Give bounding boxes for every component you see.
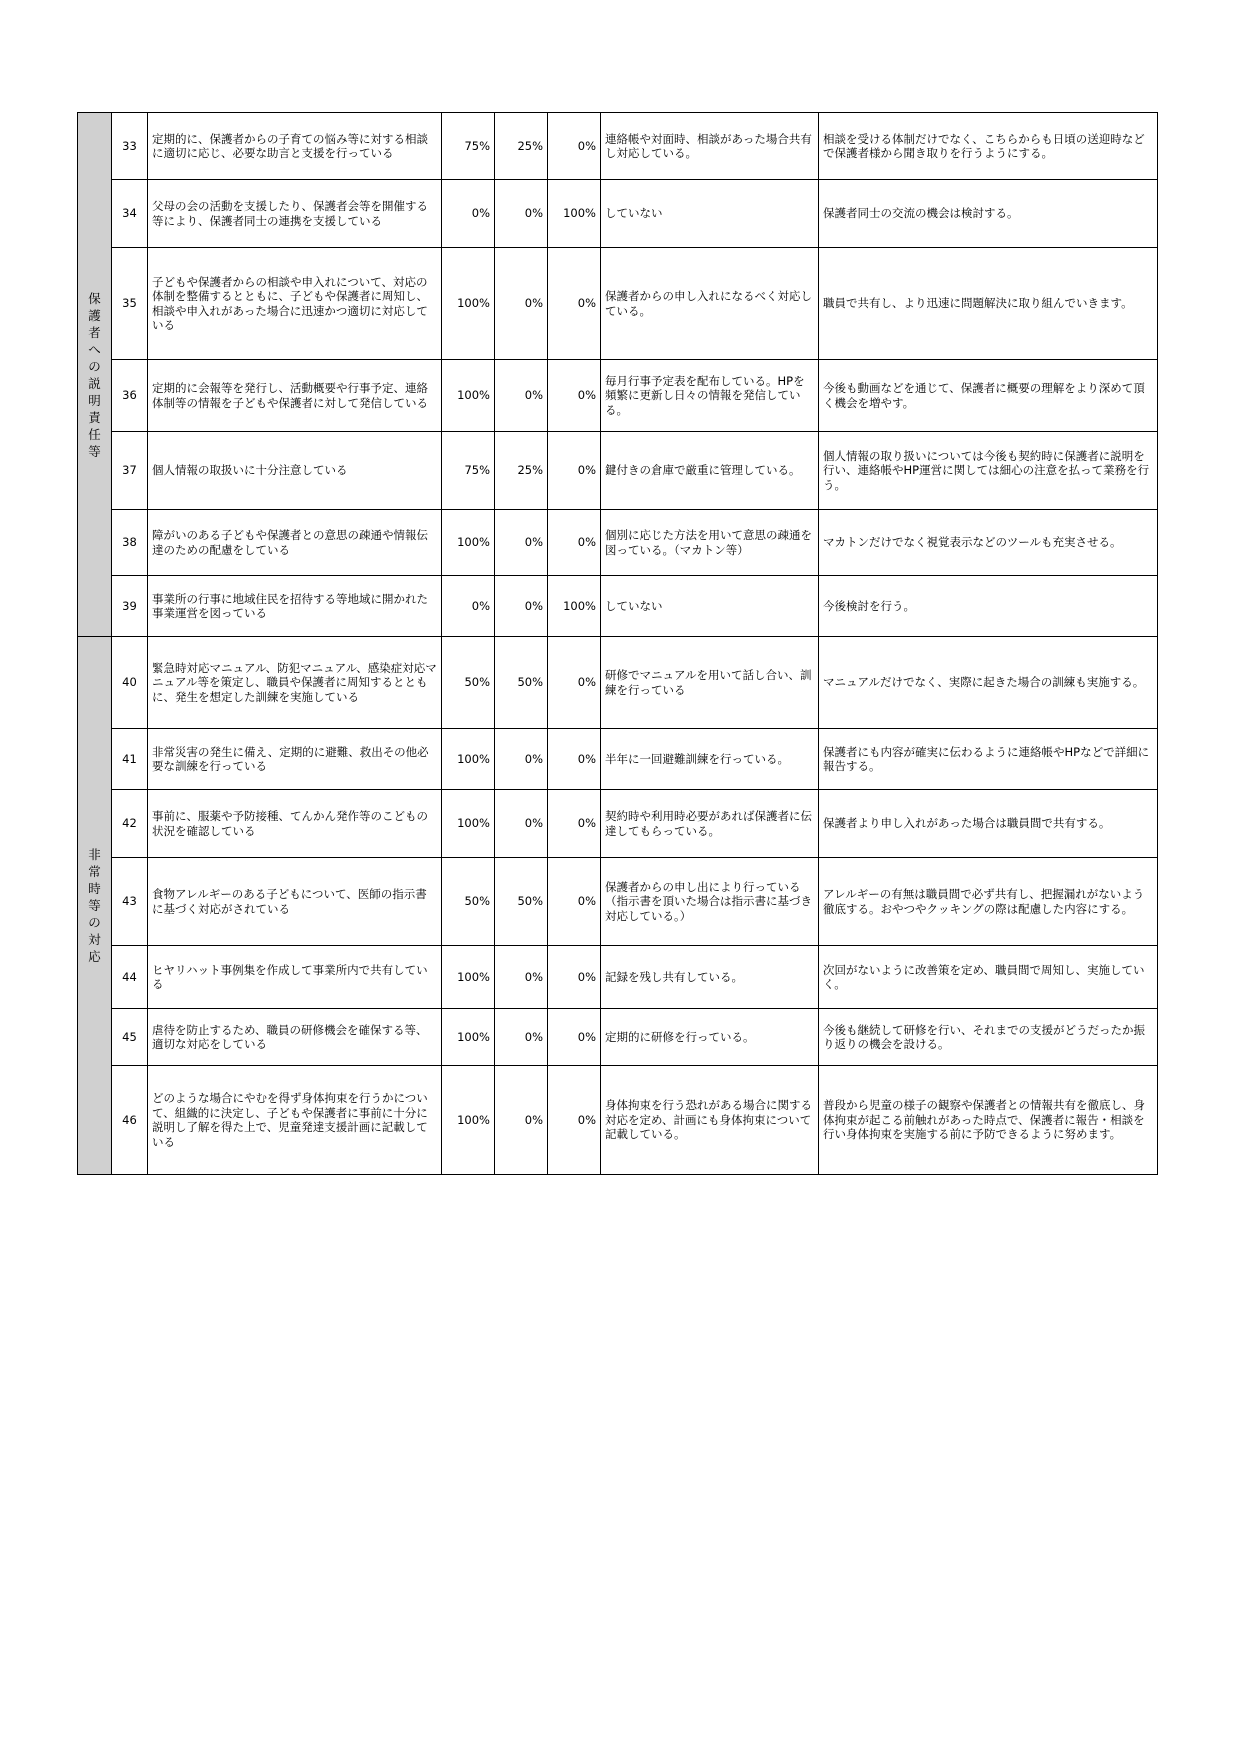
unknown-percent: 0% (495, 180, 548, 248)
status-text: 研修でマニュアルを用いて話し合い、訓練を行っている (601, 637, 819, 729)
item-text: 食物アレルギーのある子どもについて、医師の指示書に基づく対応がされている (148, 858, 442, 946)
yes-percent: 100% (442, 1009, 495, 1066)
improvement-text: 個人情報の取り扱いについては今後も契約時に保護者に説明を行い、連絡帳やHP運営に関しては細心の注意を払って業務を行う。 (819, 432, 1158, 510)
improvement-text: 保護者より申し入れがあった場合は職員間で共有する。 (819, 790, 1158, 858)
yes-percent: 100% (442, 510, 495, 576)
status-text: 鍵付きの倉庫で厳重に管理している。 (601, 432, 819, 510)
status-text: 記録を残し共有している。 (601, 946, 819, 1009)
unknown-percent: 0% (495, 510, 548, 576)
no-percent: 0% (548, 432, 601, 510)
category-cell (78, 637, 112, 1175)
yes-percent: 0% (442, 180, 495, 248)
unknown-percent: 0% (495, 576, 548, 637)
item-text: 定期的に会報等を発行し、活動概要や行事予定、連絡体制等の情報を子どもや保護者に対して発信している (148, 360, 442, 432)
table-row (78, 113, 1158, 180)
table-row (78, 180, 1158, 248)
unknown-percent: 0% (495, 729, 548, 790)
table-row (78, 576, 1158, 637)
yes-percent: 100% (442, 1066, 495, 1175)
table-row (78, 858, 1158, 946)
no-percent: 100% (548, 180, 601, 248)
yes-percent: 50% (442, 637, 495, 729)
item-number: 43 (112, 858, 148, 946)
yes-percent: 100% (442, 729, 495, 790)
no-percent: 0% (548, 1009, 601, 1066)
improvement-text: マニュアルだけでなく、実際に起きた場合の訓練も実施する。 (819, 637, 1158, 729)
unknown-percent: 0% (495, 360, 548, 432)
unknown-percent: 50% (495, 858, 548, 946)
no-percent: 100% (548, 576, 601, 637)
item-number: 41 (112, 729, 148, 790)
table-row (78, 729, 1158, 790)
improvement-text: アレルギーの有無は職員間で必ず共有し、把握漏れがないよう徹底する。おやつやクッキングの際は配慮した内容にする。 (819, 858, 1158, 946)
table-row (78, 1066, 1158, 1175)
item-text: 緊急時対応マニュアル、防犯マニュアル、感染症対応マニュアル等を策定し、職員や保護者に周知するとともに、発生を想定した訓練を実施している (148, 637, 442, 729)
no-percent: 0% (548, 113, 601, 180)
item-text: どのような場合にやむを得ず身体拘束を行うかについて、組織的に決定し、子どもや保護者に事前に十分に説明し了解を得た上で、児童発達支援計画に記載している (148, 1066, 442, 1175)
category-label: 非常時等の対応 (88, 847, 101, 964)
improvement-text: 次回がないように改善策を定め、職員間で周知し、実施していく。 (819, 946, 1158, 1009)
unknown-percent: 0% (495, 248, 548, 360)
unknown-percent: 0% (495, 946, 548, 1009)
improvement-text: 今後も動画などを通じて、保護者に概要の理解をより深めて頂く機会を増やす。 (819, 360, 1158, 432)
improvement-text: 職員で共有し、より迅速に問題解決に取り組んでいきます。 (819, 248, 1158, 360)
improvement-text: 今後検討を行う。 (819, 576, 1158, 637)
item-number: 34 (112, 180, 148, 248)
improvement-text: 普段から児童の様子の観察や保護者との情報共有を徹底し、身体拘束が起こる前触れがあった時点で、保護者に報告・相談を行い身体拘束を実施する前に予防できるように努めます。 (819, 1066, 1158, 1175)
item-text: ヒヤリハット事例集を作成して事業所内で共有している (148, 946, 442, 1009)
improvement-text: 保護者同士の交流の機会は検討する。 (819, 180, 1158, 248)
yes-percent: 100% (442, 360, 495, 432)
status-text: 保護者からの申し入れになるべく対応している。 (601, 248, 819, 360)
unknown-percent: 25% (495, 432, 548, 510)
improvement-text: 相談を受ける体制だけでなく、こちらからも日頃の送迎時などで保護者様から聞き取りを行うようにする。 (819, 113, 1158, 180)
category-cell (78, 113, 112, 637)
item-text: 事前に、服薬や予防接種、てんかん発作等のこどもの状況を確認している (148, 790, 442, 858)
no-percent: 0% (548, 729, 601, 790)
item-text: 非常災害の発生に備え、定期的に避難、救出その他必要な訓練を行っている (148, 729, 442, 790)
table-row (78, 248, 1158, 360)
status-text: 個別に応じた方法を用いて意思の疎通を図っている。（マカトン等） (601, 510, 819, 576)
item-text: 障がいのある子どもや保護者との意思の疎通や情報伝達のための配慮をしている (148, 510, 442, 576)
unknown-percent: 0% (495, 1009, 548, 1066)
status-text: 保護者からの申し出により行っている（指示書を頂いた場合は指示書に基づき対応している。） (601, 858, 819, 946)
yes-percent: 100% (442, 248, 495, 360)
status-text: 契約時や利用時必要があれば保護者に伝達してもらっている。 (601, 790, 819, 858)
status-text: していない (601, 180, 819, 248)
improvement-text: 今後も継続して研修を行い、それまでの支援がどうだったか振り返りの機会を設ける。 (819, 1009, 1158, 1066)
status-text: 半年に一回避難訓練を行っている。 (601, 729, 819, 790)
yes-percent: 100% (442, 790, 495, 858)
unknown-percent: 0% (495, 1066, 548, 1175)
no-percent: 0% (548, 360, 601, 432)
item-text: 子どもや保護者からの相談や申入れについて、対応の体制を整備するとともに、子どもや保護者に周知し、相談や申入れがあった場合に迅速かつ適切に対応している (148, 248, 442, 360)
table-row (78, 1009, 1158, 1066)
status-text: 身体拘束を行う恐れがある場合に関する対応を定め、計画にも身体拘束について記載している。 (601, 1066, 819, 1175)
item-number: 33 (112, 113, 148, 180)
status-text: 連絡帳や対面時、相談があった場合共有し対応している。 (601, 113, 819, 180)
table-row (78, 946, 1158, 1009)
table-row (78, 360, 1158, 432)
table-row (78, 432, 1158, 510)
improvement-text: 保護者にも内容が確実に伝わるように連絡帳やHPなどで詳細に報告する。 (819, 729, 1158, 790)
yes-percent: 0% (442, 576, 495, 637)
item-number: 36 (112, 360, 148, 432)
item-number: 46 (112, 1066, 148, 1175)
improvement-text: マカトンだけでなく視覚表示などのツールも充実させる。 (819, 510, 1158, 576)
item-number: 40 (112, 637, 148, 729)
item-number: 37 (112, 432, 148, 510)
item-number: 38 (112, 510, 148, 576)
table-row (78, 510, 1158, 576)
no-percent: 0% (548, 510, 601, 576)
item-text: 事業所の行事に地域住民を招待する等地域に開かれた事業運営を図っている (148, 576, 442, 637)
item-number: 44 (112, 946, 148, 1009)
item-text: 個人情報の取扱いに十分注意している (148, 432, 442, 510)
unknown-percent: 0% (495, 790, 548, 858)
table-row (78, 790, 1158, 858)
item-text: 定期的に、保護者からの子育ての悩み等に対する相談に適切に応じ、必要な助言と支援を行っている (148, 113, 442, 180)
evaluation-table (77, 112, 1158, 1175)
item-number: 35 (112, 248, 148, 360)
yes-percent: 50% (442, 858, 495, 946)
item-text: 父母の会の活動を支援したり、保護者会等を開催する等により、保護者同士の連携を支援している (148, 180, 442, 248)
item-number: 42 (112, 790, 148, 858)
no-percent: 0% (548, 790, 601, 858)
item-text: 虐待を防止するため、職員の研修機会を確保する等、適切な対応をしている (148, 1009, 442, 1066)
yes-percent: 75% (442, 432, 495, 510)
no-percent: 0% (548, 946, 601, 1009)
item-number: 39 (112, 576, 148, 637)
no-percent: 0% (548, 858, 601, 946)
status-text: していない (601, 576, 819, 637)
no-percent: 0% (548, 637, 601, 729)
item-number: 45 (112, 1009, 148, 1066)
status-text: 毎月行事予定表を配布している。HPを頻繁に更新し日々の情報を発信している。 (601, 360, 819, 432)
unknown-percent: 50% (495, 637, 548, 729)
no-percent: 0% (548, 248, 601, 360)
table-row (78, 637, 1158, 729)
yes-percent: 75% (442, 113, 495, 180)
yes-percent: 100% (442, 946, 495, 1009)
unknown-percent: 25% (495, 113, 548, 180)
status-text: 定期的に研修を行っている。 (601, 1009, 819, 1066)
no-percent: 0% (548, 1066, 601, 1175)
category-label: 保護者への説明責任等 (88, 290, 101, 459)
